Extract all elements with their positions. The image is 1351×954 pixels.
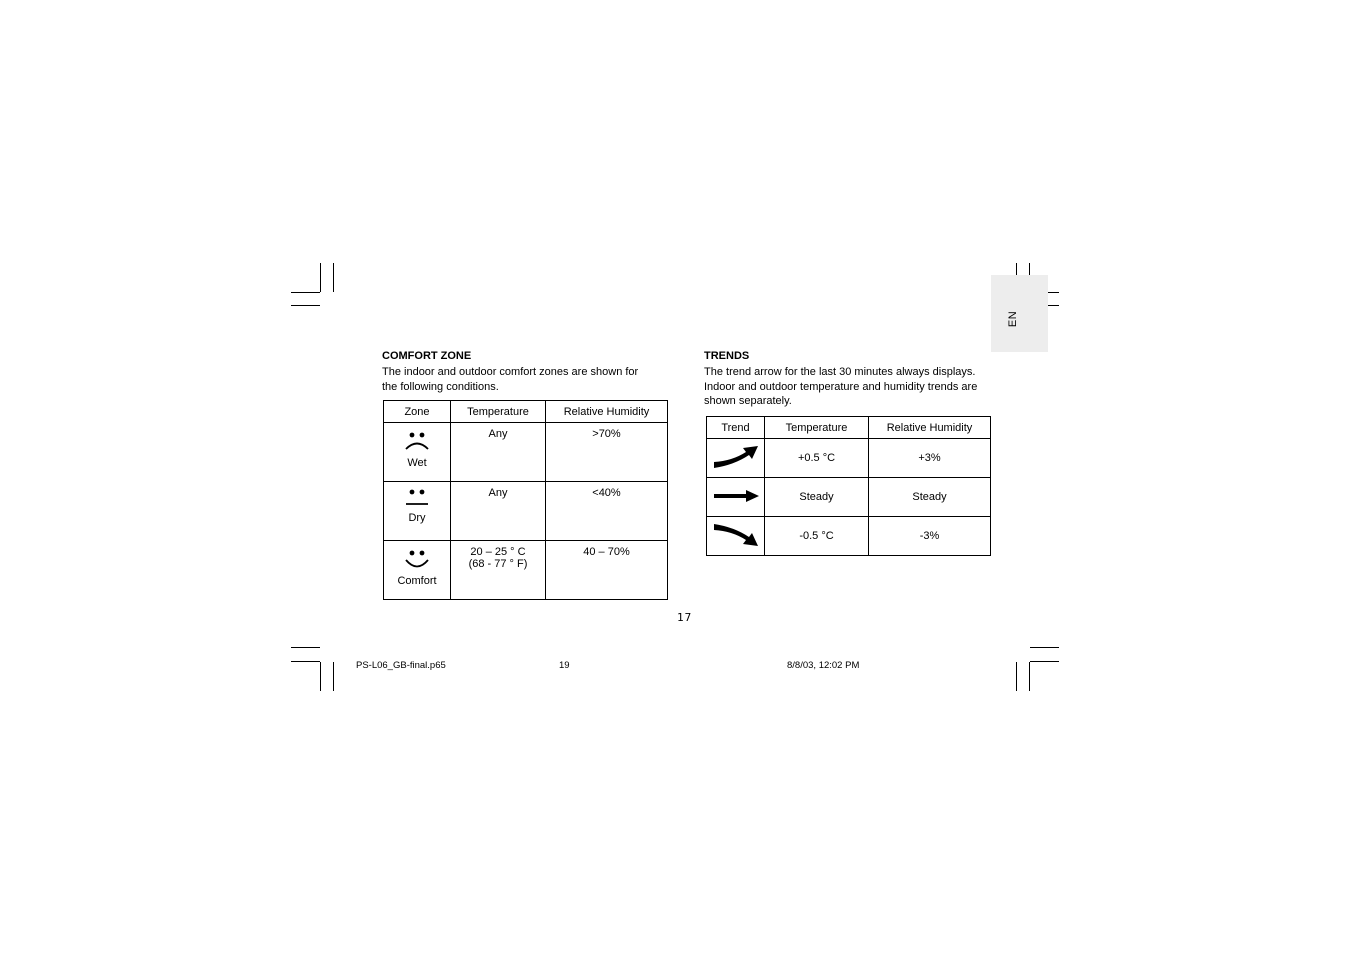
- table-header-row: [384, 401, 668, 423]
- crop-mark: [333, 263, 334, 292]
- table-row: [384, 541, 668, 600]
- trends-heading: TRENDS: [704, 350, 750, 362]
- crop-mark: [320, 662, 321, 691]
- crop-mark: [320, 263, 321, 292]
- header-zone: Zone: [384, 401, 451, 423]
- comfort-zone-intro: [382, 365, 638, 394]
- table-row: [707, 439, 991, 478]
- trends-table: [706, 416, 991, 556]
- table-row: [707, 517, 991, 556]
- crop-mark: [333, 662, 334, 691]
- trend-humidity-cell: Steady: [869, 478, 991, 517]
- temperature-cell: [451, 541, 546, 600]
- temperature-value: 20 – 25 ° C: [470, 546, 526, 558]
- footer-sheet-number: 19: [559, 660, 570, 671]
- crop-mark: [1030, 661, 1059, 662]
- crop-mark: [291, 292, 320, 293]
- header-temperature: Temperature: [451, 401, 546, 423]
- language-tab-label: EN: [1007, 310, 1020, 328]
- footer-timestamp: 8/8/03, 12:02 PM: [787, 660, 860, 671]
- language-tab: [991, 275, 1048, 352]
- humidity-cell: <40%: [546, 482, 668, 541]
- header-humidity: Relative Humidity: [869, 417, 991, 439]
- crop-mark: [291, 305, 320, 306]
- arrow-up-right-icon: [712, 444, 760, 470]
- zone-label: Wet: [407, 457, 427, 469]
- crop-mark: [291, 661, 320, 662]
- comfort-zone-intro-line: the following conditions.: [382, 380, 499, 393]
- arrow-down-right-icon: [712, 522, 760, 548]
- crop-mark: [291, 647, 320, 648]
- temperature-cell: [451, 482, 546, 541]
- trends-intro-line: The trend arrow for the last 30 minutes always displays.: [704, 366, 976, 378]
- trend-arrow-cell: [707, 478, 765, 517]
- table-row: [707, 478, 991, 517]
- table-header-row: [707, 417, 991, 439]
- crop-mark: [1029, 662, 1030, 691]
- neutral-face-icon: [403, 488, 431, 510]
- comfort-zone-table: [383, 400, 668, 600]
- comfort-zone-heading: COMFORT ZONE: [382, 350, 472, 362]
- zone-label: Dry: [408, 512, 426, 524]
- crop-mark: [1030, 647, 1059, 648]
- table-row: [384, 482, 668, 541]
- temperature-value-fahrenheit: (68 - 77 ° F): [468, 558, 528, 570]
- crop-mark: [1016, 662, 1017, 691]
- humidity-cell: 40 – 70%: [546, 541, 668, 600]
- footer-filename: PS-L06_GB-final.p65: [356, 660, 446, 671]
- arrow-right-icon: [712, 489, 760, 503]
- trend-arrow-cell: [707, 517, 765, 556]
- trend-humidity-cell: -3%: [869, 517, 991, 556]
- zone-cell: [384, 541, 451, 600]
- comfort-zone-intro-line: The indoor and outdoor comfort zones are shown for: [382, 366, 639, 378]
- temperature-value: Any: [488, 428, 508, 440]
- trends-intro-line: shown separately.: [704, 395, 792, 407]
- header-temperature: Temperature: [765, 417, 869, 439]
- trend-humidity-cell: +3%: [869, 439, 991, 478]
- trend-temperature-cell: Steady: [765, 478, 869, 517]
- temperature-cell: [451, 423, 546, 482]
- smile-face-icon: [403, 549, 431, 573]
- trend-temperature-cell: +0.5 °C: [765, 439, 869, 478]
- header-trend: Trend: [707, 417, 765, 439]
- trend-arrow-cell: [707, 439, 765, 478]
- zone-cell: [384, 423, 451, 482]
- table-row: [384, 423, 668, 482]
- sad-face-icon: [403, 431, 431, 455]
- header-humidity: Relative Humidity: [546, 401, 668, 423]
- trend-temperature-cell: -0.5 °C: [765, 517, 869, 556]
- zone-cell: [384, 482, 451, 541]
- zone-label: Comfort: [397, 575, 437, 587]
- trends-intro: [704, 365, 977, 409]
- temperature-value: Any: [488, 487, 508, 499]
- page-number: 17: [677, 611, 693, 624]
- humidity-cell: >70%: [546, 423, 668, 482]
- trends-intro-line: Indoor and outdoor temperature and humidity trends are: [704, 380, 978, 393]
